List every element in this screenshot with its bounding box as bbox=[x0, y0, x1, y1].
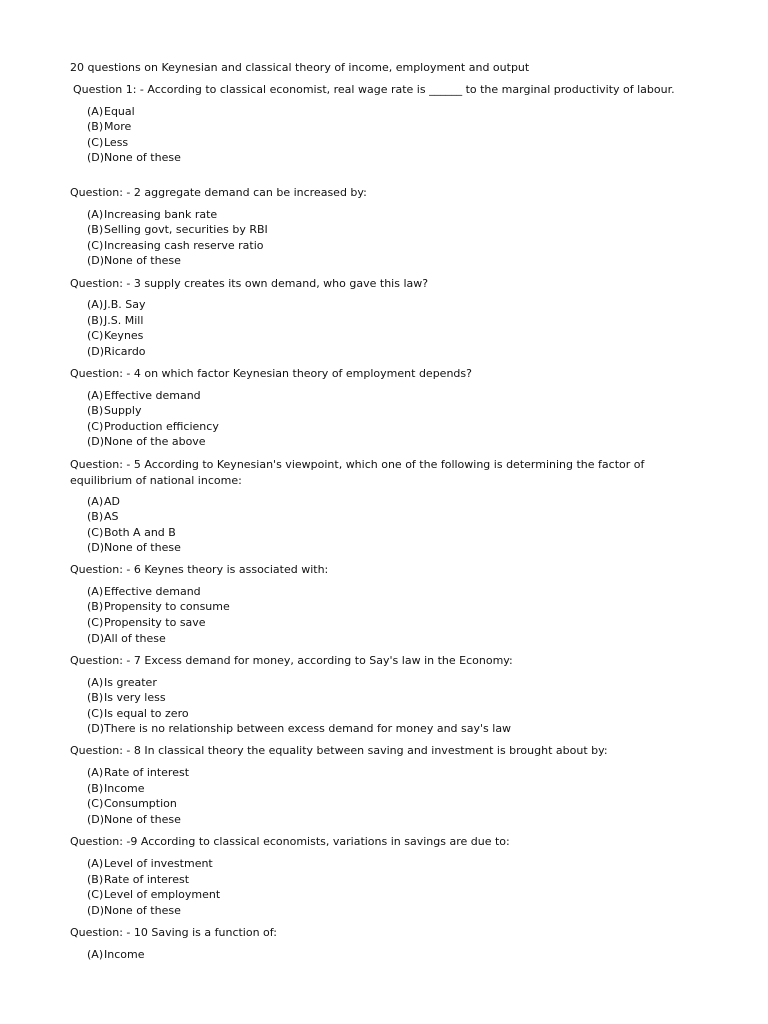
option-d: (D)None of the above bbox=[87, 435, 206, 448]
option-a: (A)Equal bbox=[87, 105, 135, 118]
question-10: Question: - 10 Saving is a function of: bbox=[70, 926, 277, 939]
option-d: (D)There is no relationship between excess demand for money and say's law bbox=[87, 722, 512, 735]
option-a: (A)Increasing bank rate bbox=[87, 208, 218, 221]
option-c: (C)Level of employment bbox=[87, 888, 221, 901]
option-a: (A)Income bbox=[87, 948, 145, 961]
option-c: (C)Propensity to save bbox=[87, 616, 206, 629]
option-c: (C)Less bbox=[87, 136, 129, 149]
option-c: (C)Keynes bbox=[87, 329, 144, 342]
option-a: (A)Effective demand bbox=[87, 389, 201, 402]
question-8: Question: - 8 In classical theory the equality between saving and investment is brought about by: bbox=[70, 744, 608, 757]
question-7: Question: - 7 Excess demand for money, according to Say's law in the Economy: bbox=[70, 654, 513, 667]
option-a: (A)Effective demand bbox=[87, 585, 201, 598]
option-a: (A)Level of investment bbox=[87, 857, 213, 870]
option-b: (B)Income bbox=[87, 782, 145, 795]
option-b: (B)J.S. Mill bbox=[87, 314, 144, 327]
option-b: (B)More bbox=[87, 120, 132, 133]
question-5: Question: - 5 According to Keynesian's viewpoint, which one of the following is determining the factor of equilibrium of national income: bbox=[70, 458, 645, 487]
option-d: (D)None of these bbox=[87, 151, 181, 164]
option-b: (B)Is very less bbox=[87, 691, 166, 704]
option-b: (B)Selling govt, securities by RBI bbox=[87, 223, 268, 236]
option-d: (D)All of these bbox=[87, 632, 166, 645]
question-6: Question: - 6 Keynes theory is associated with: bbox=[70, 563, 329, 576]
question-4: Question: - 4 on which factor Keynesian theory of employment depends? bbox=[70, 367, 472, 380]
option-b: (B)Supply bbox=[87, 404, 142, 417]
question-1: Question 1: - According to classical economist, real wage rate is ______ to the marginal productivity of labour. bbox=[73, 83, 675, 96]
option-a: (A)Is greater bbox=[87, 676, 157, 689]
option-b: (B)AS bbox=[87, 510, 119, 523]
option-c: (C)Consumption bbox=[87, 797, 177, 810]
option-c: (C)Production efficiency bbox=[87, 420, 219, 433]
option-d: (D)None of these bbox=[87, 541, 181, 554]
option-a: (A)J.B. Say bbox=[87, 298, 146, 311]
option-d: (D)None of these bbox=[87, 254, 181, 267]
question-3: Question: - 3 supply creates its own demand, who gave this law? bbox=[70, 277, 429, 290]
option-b: (B)Propensity to consume bbox=[87, 600, 230, 613]
option-c: (C)Is equal to zero bbox=[87, 707, 189, 720]
option-c: (C)Increasing cash reserve ratio bbox=[87, 239, 264, 252]
option-a: (A)AD bbox=[87, 495, 120, 508]
option-d: (D)None of these bbox=[87, 904, 181, 917]
option-a: (A)Rate of interest bbox=[87, 766, 190, 779]
option-b: (B)Rate of interest bbox=[87, 873, 190, 886]
option-d: (D)Ricardo bbox=[87, 345, 146, 358]
option-c: (C)Both A and B bbox=[87, 526, 176, 539]
option-d: (D)None of these bbox=[87, 813, 181, 826]
document-title: 20 questions on Keynesian and classical theory of income, employment and output bbox=[70, 61, 530, 74]
question-9: Question: -9 According to classical economists, variations in savings are due to: bbox=[70, 835, 510, 848]
question-2: Question: - 2 aggregate demand can be increased by: bbox=[70, 186, 367, 199]
